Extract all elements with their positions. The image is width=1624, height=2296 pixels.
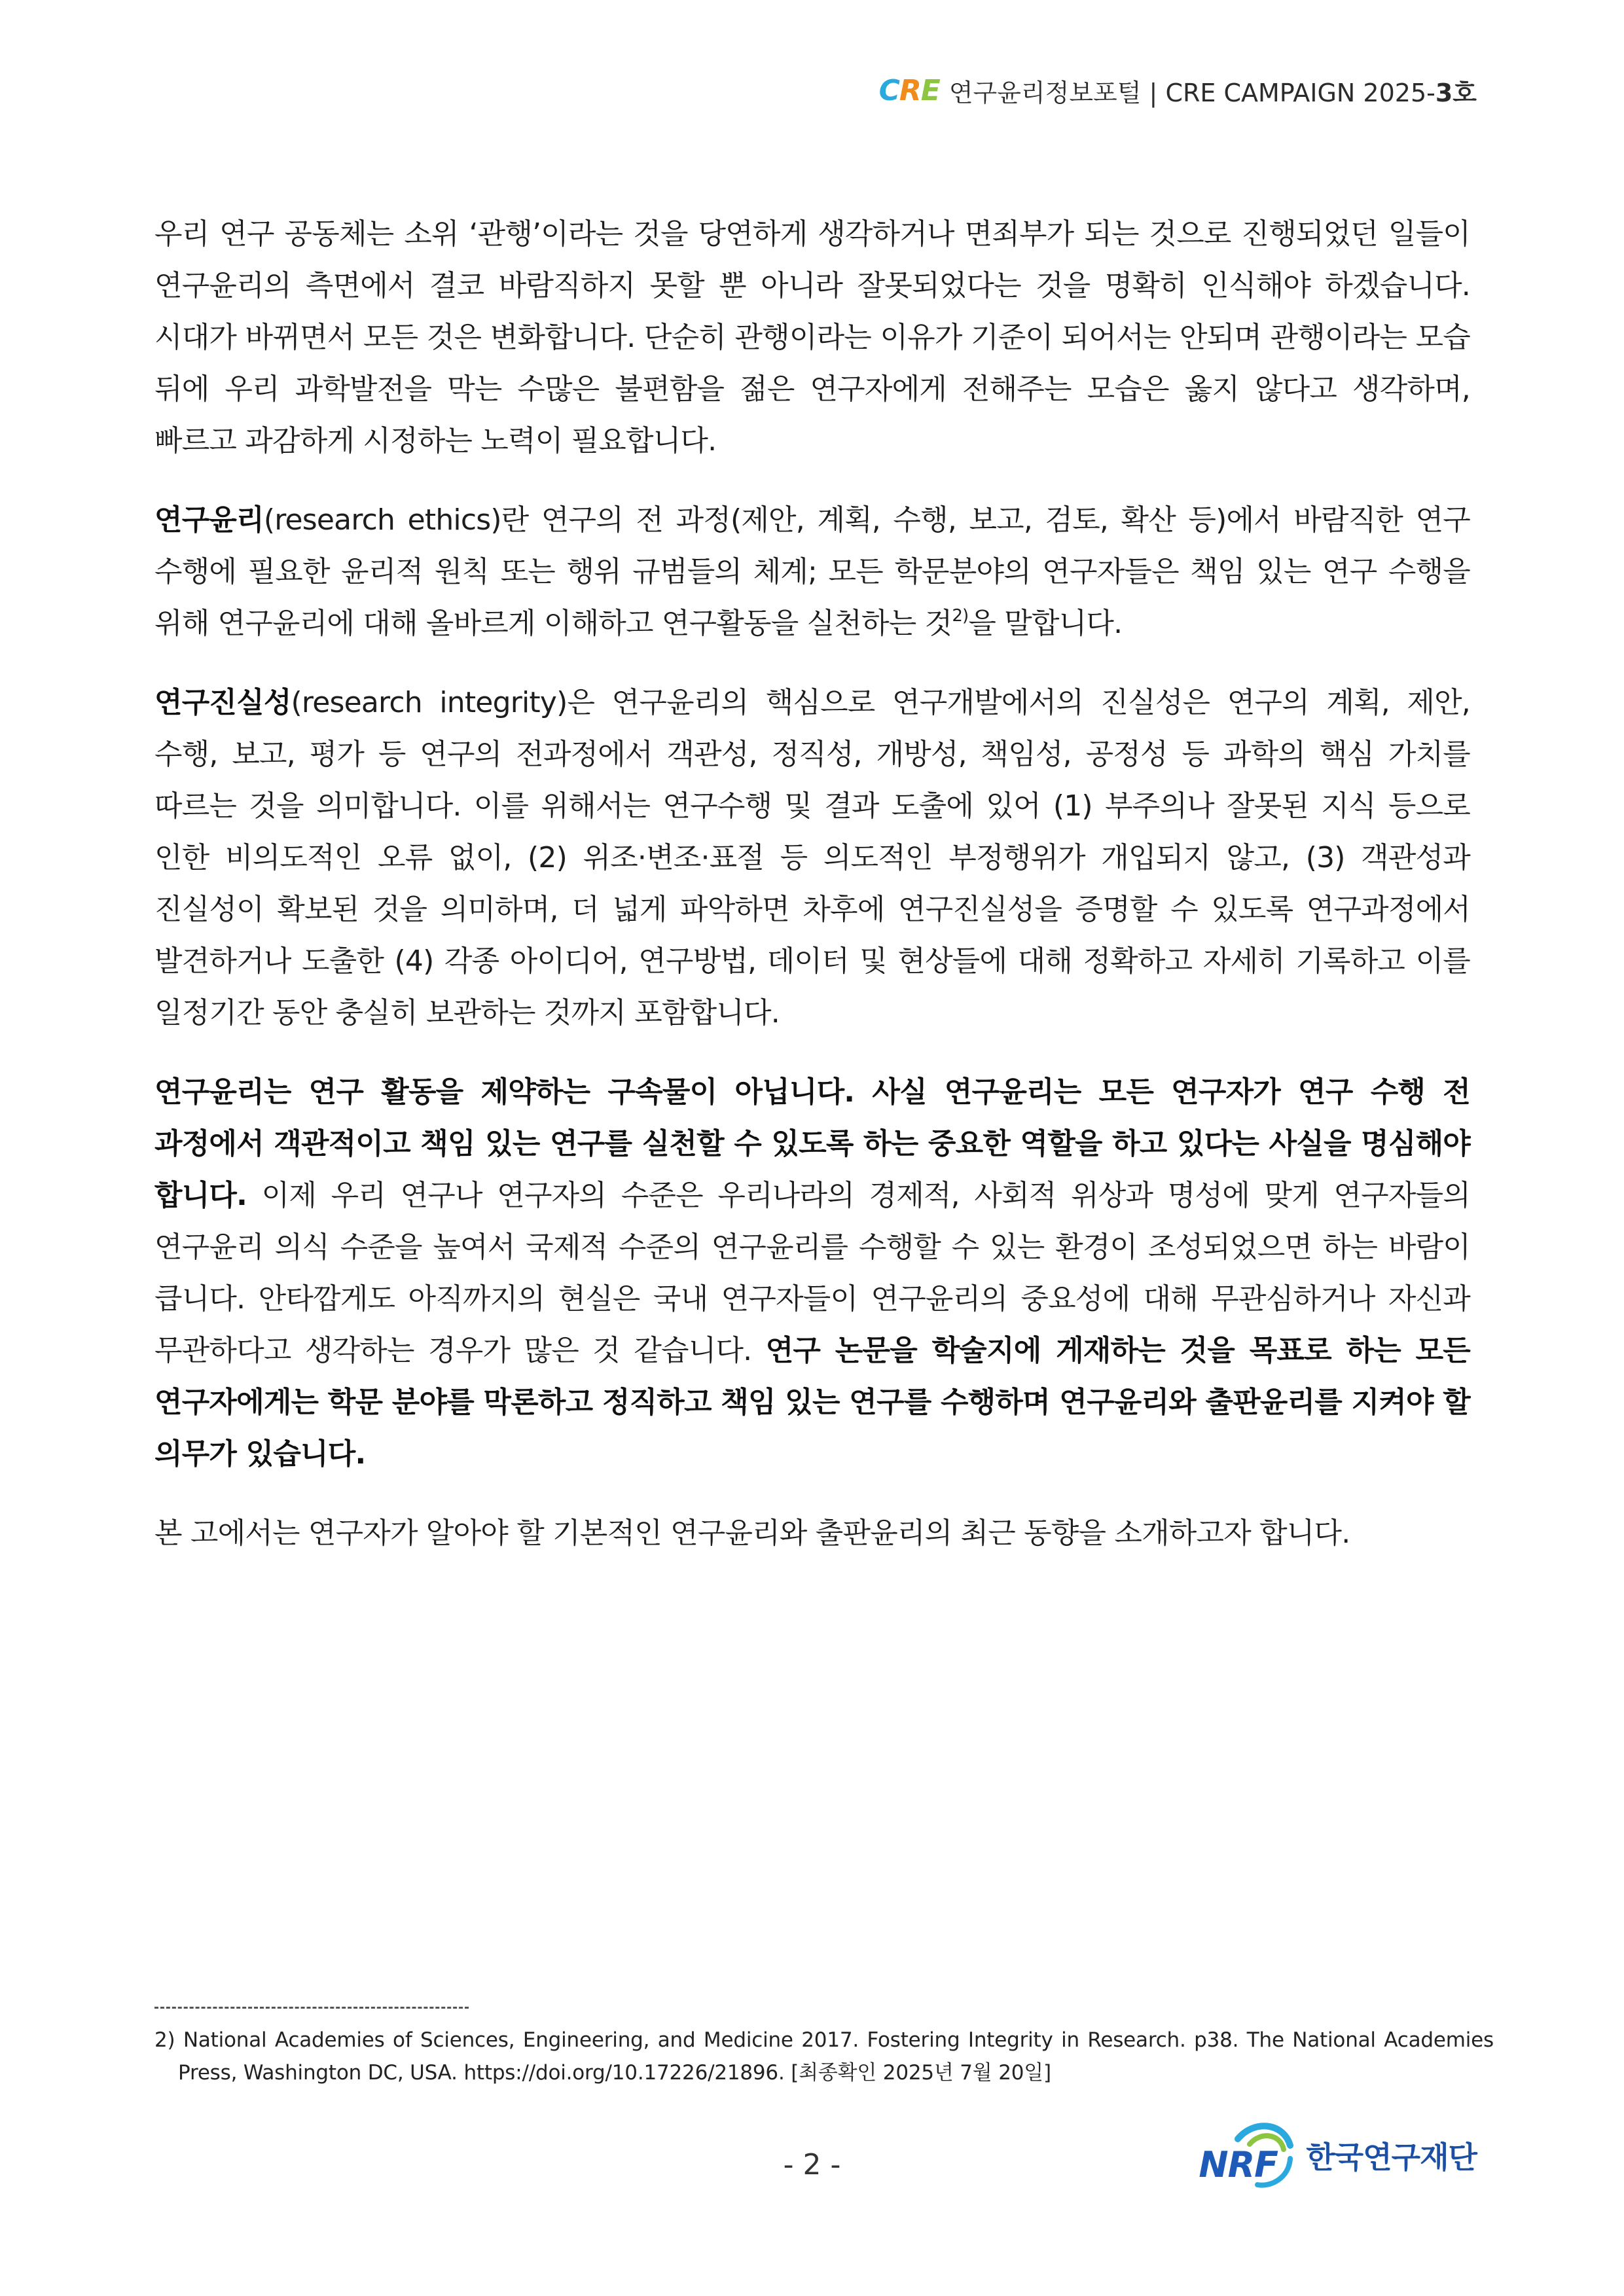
paragraph-1: 우리 연구 공동체는 소위 ‘관행’이라는 것을 당연하게 생각하거나 면죄부가 되는 것으로 진행되었던 일들이 연구윤리의 측면에서 결코 바람직하지 못할 뿐 아니라 잘못되었다는 것을 명확히 인식해야 하겠습니다. 시대가 바뀌면서 모든 것은 변화합니다. 단순히 관행이라는 이유가 기준이 되어서는 안되며 관행이라는 모습 뒤에 우리 과학발전을 막는 수많은 불편함을 젊은 연구자에게 전해주는 모습은 옳지 않다고 생각하며, 빠르고 과감하게 시정하는 노력이 필요합니다. <box>154 217 1470 457</box>
header-title: 연구윤리정보포털 | CRE CAMPAIGN 2025- <box>948 78 1435 107</box>
paragraph-2: 연구윤리(research ethics)란 연구의 전 과정(제안, 계획, 수행, 보고, 검토, 확산 등)에서 바람직한 연구 수행에 필요한 윤리적 원칙 또는 행위 규범들의 체계; 모든 학문분야의 연구자들은 책임 있는 연구 수행을 위해 연구윤리에 대해 올바르게 이해하고 연구활동을 실천하는 것$^{2)}$을 말합니다. <box>154 503 1470 640</box>
nrf-mark-icon: NRF <box>1199 2119 1297 2191</box>
term-research-ethics: 연구윤리 <box>154 503 264 537</box>
footnote-ref[interactable]: 2) <box>952 606 969 626</box>
paragraph-5: 본 고에서는 연구자가 알아야 할 기본적인 연구윤리와 출판윤리의 최근 동향을 소개하고자 합니다. <box>154 1516 1350 1550</box>
paragraph-4: 연구윤리는 연구 활동을 제약하는 구속물이 아닙니다. 사실 연구윤리는 모든 연구자가 연구 수행 전 과정에서 객관적이고 책임 있는 연구를 실천할 수 있도록 하는 중요한 역할을 하고 있다는 사실을 명심해야 합니다. 이제 우리 연구나 연구자의 수준은 우리나라의 경제적, 사회적 위상과 명성에 맞게 연구자들의 연구윤리 의식 수준을 높여서 국제적 수준의 연구윤리를 수행할 수 있는 환경이 조성되었으면 하는 바람이 큽니다. 안타깝게도 아직까지의 현실은 국내 연구자들이 연구윤리의 중요성에 대해 무관심하거나 자신과 무관하다고 생각하는 경우가 많은 것 같습니다. 연구 논문을 학술지에 게재하는 것을 목표로 하는 모든 연구자에게는 학문 분야를 막론하고 정직하고 책임 있는 연구를 수행하며 연구윤리와 출판윤리를 지켜야 할 의무가 있습니다. <box>154 1075 1470 1471</box>
term-research-integrity: 연구진실성 <box>154 686 291 719</box>
emphasis-statement-1: 연구윤리는 연구 활동을 제약하는 구속물이 아닙니다. 사실 연구윤리는 모든 연구자가 연구 수행 전 과정에서 객관적이고 책임 있는 연구를 실천할 수 있도록 하는 중요한 역할을 하고 있다는 사실을 명심해야 합니다. <box>154 1075 1470 1212</box>
page-number: - 2 - <box>783 2148 841 2181</box>
cre-logo: CRE <box>878 73 940 107</box>
nrf-name: 한국연구재단 <box>1306 2140 1477 2175</box>
paragraph-3: 연구진실성(research integrity)은 연구윤리의 핵심으로 연구개발에서의 진실성은 연구의 계획, 제안, 수행, 보고, 평가 등 연구의 전과정에서 객관성, 정직성, 개방성, 책임성, 공정성 등 과학의 핵심 가치를 따르는 것을 의미합니다. 이를 위해서는 연구수행 및 결과 도출에 있어 (1) 부주의나 잘못된 지식 등으로 인한 비의도적인 오류 없이, (2) 위조·변조·표절 등 의도적인 부정행위가 개입되지 않고, (3) 객관성과 진실성이 확보된 것을 의미하며, 더 넓게 파악하면 차후에 연구진실성을 증명할 수 있도록 연구과정에서 발견하거나 도출한 (4) 각종 아이디어, 연구방법, 데이터 및 현상들에 대해 정확하고 자세히 기록하고 이를 일정기간 동안 충실히 보관하는 것까지 포함합니다. <box>154 686 1470 1030</box>
emphasis-statement-2: 연구 논문을 학술지에 게재하는 것을 목표로 하는 모든 연구자에게는 학문 분야를 막론하고 정직하고 책임 있는 연구를 수행하며 연구윤리와 출판윤리를 지켜야 할 의무가 있습니다. <box>154 1334 1470 1471</box>
issue-number: 3호 <box>1435 78 1477 107</box>
nrf-logo <box>1199 2119 1477 2191</box>
footnote-divider <box>154 2007 469 2009</box>
page-header <box>879 71 1477 110</box>
footnote: 2) National Academies of Sciences, Engineering, and Medicine 2017. Fostering Integrity in Research. p38. The National Academies Press, Washington DC, USA. https://doi.org/10.17226/21896. [최종확인 2025년 7월 20일] <box>154 2028 1494 2085</box>
document-body <box>154 208 1470 1587</box>
